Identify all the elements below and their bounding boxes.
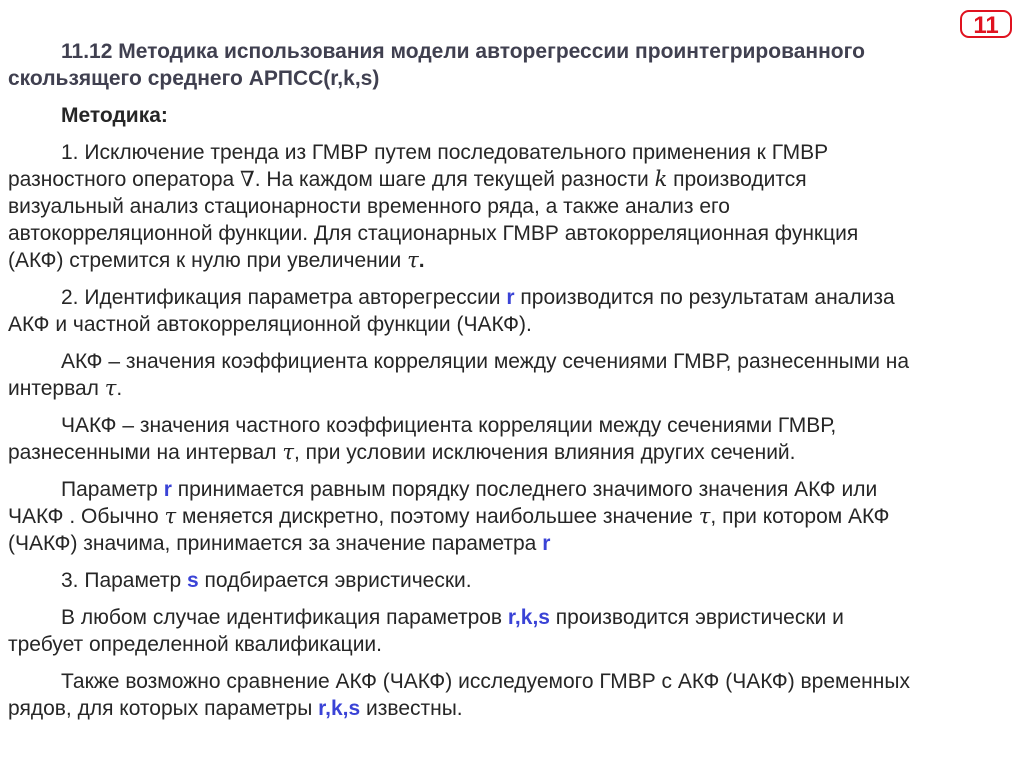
heading-text: Методика: <box>61 104 168 127</box>
text: 2. Идентификация параметра авторегрессии <box>61 286 507 309</box>
text: требует определенной квалификации. <box>8 633 382 656</box>
param-s: s <box>187 569 199 592</box>
tau-symbol: τ <box>407 248 419 272</box>
text: рядов, для которых параметры <box>8 697 319 720</box>
params-rks: r,k,s <box>507 606 550 629</box>
text: 1. Исключение тренда из ГМВР путем последовательного применения к ГМВР <box>61 141 829 164</box>
param-r: r <box>542 532 551 555</box>
param-r: r <box>163 478 172 501</box>
text: (АКФ) стремится к нулю при увеличении <box>8 249 408 272</box>
text: принимается равным порядку последнего значимого значения АКФ или <box>171 478 878 501</box>
text: разностного оператора <box>8 168 241 191</box>
slide-number-badge: 11 <box>960 10 1012 38</box>
method-heading <box>8 102 1013 129</box>
nabla-symbol: ∇ <box>240 167 255 191</box>
paragraph-chakf-definition <box>8 412 1013 466</box>
text: производится эвристически и <box>549 606 844 629</box>
paragraph-step-1 <box>8 139 1013 274</box>
paragraph-param-r <box>8 476 1013 557</box>
text: АКФ – значения коэффициента корреляции между сечениями ГМВР, разнесенными на <box>61 350 910 373</box>
paragraph-heuristic <box>8 604 1013 658</box>
text: интервал <box>8 377 105 400</box>
paragraph-comparison <box>8 668 1013 722</box>
text: (ЧАКФ) значима, принимается за значение параметра <box>8 532 543 555</box>
text: Параметр <box>61 478 164 501</box>
text: , при котором АКФ <box>710 505 890 528</box>
text: . <box>116 377 123 400</box>
text: известны. <box>360 697 463 720</box>
text: меняется дискретно, поэтому наибольшее значение <box>176 505 699 528</box>
tau-symbol: τ <box>164 504 177 528</box>
text: автокорреляционной функции. Для стационарных ГМВР автокорреляционная функция <box>8 222 859 245</box>
text: . На каждом шаге для текущей разности <box>254 168 655 191</box>
tau-symbol: τ <box>282 440 294 464</box>
paragraph-step-3 <box>8 567 1013 594</box>
tau-symbol: τ <box>698 504 711 528</box>
title-line-1: 11.12 Методика использования модели авторегрессии проинтегрированного <box>61 40 865 63</box>
text: визуальный анализ стационарности временного ряда, а также анализ его <box>8 195 730 218</box>
slide-content <box>8 38 1013 732</box>
text: , при условии исключения влияния других сечений. <box>294 441 796 464</box>
param-r: r <box>506 286 515 309</box>
text: подбирается эвристически. <box>198 569 472 592</box>
text: ЧАКФ – значения частного коэффициента корреляции между сечениями ГМВР, <box>61 414 837 437</box>
text: Также возможно сравнение АКФ (ЧАКФ) исследуемого ГМВР с АКФ (ЧАКФ) временных <box>61 670 910 693</box>
text: . <box>418 249 425 272</box>
k-symbol: k <box>654 167 668 191</box>
paragraph-akf-definition <box>8 348 1013 402</box>
text: В любом случае идентификация параметров <box>61 606 508 629</box>
text: АКФ и частной автокорреляционной функции (ЧАКФ). <box>8 313 532 336</box>
text: разнесенными на интервал <box>8 441 283 464</box>
text: производится <box>667 168 807 191</box>
text: производится по результатам анализа <box>514 286 895 309</box>
title-line-2: скользящего среднего АРПСС(r,k,s) <box>8 67 380 90</box>
text: 3. Параметр <box>61 569 188 592</box>
tau-symbol: τ <box>104 376 117 400</box>
params-rks: r,k,s <box>318 697 361 720</box>
text: ЧАКФ . Обычно <box>8 505 165 528</box>
paragraph-step-2 <box>8 284 1013 338</box>
slide-title <box>8 38 1013 92</box>
